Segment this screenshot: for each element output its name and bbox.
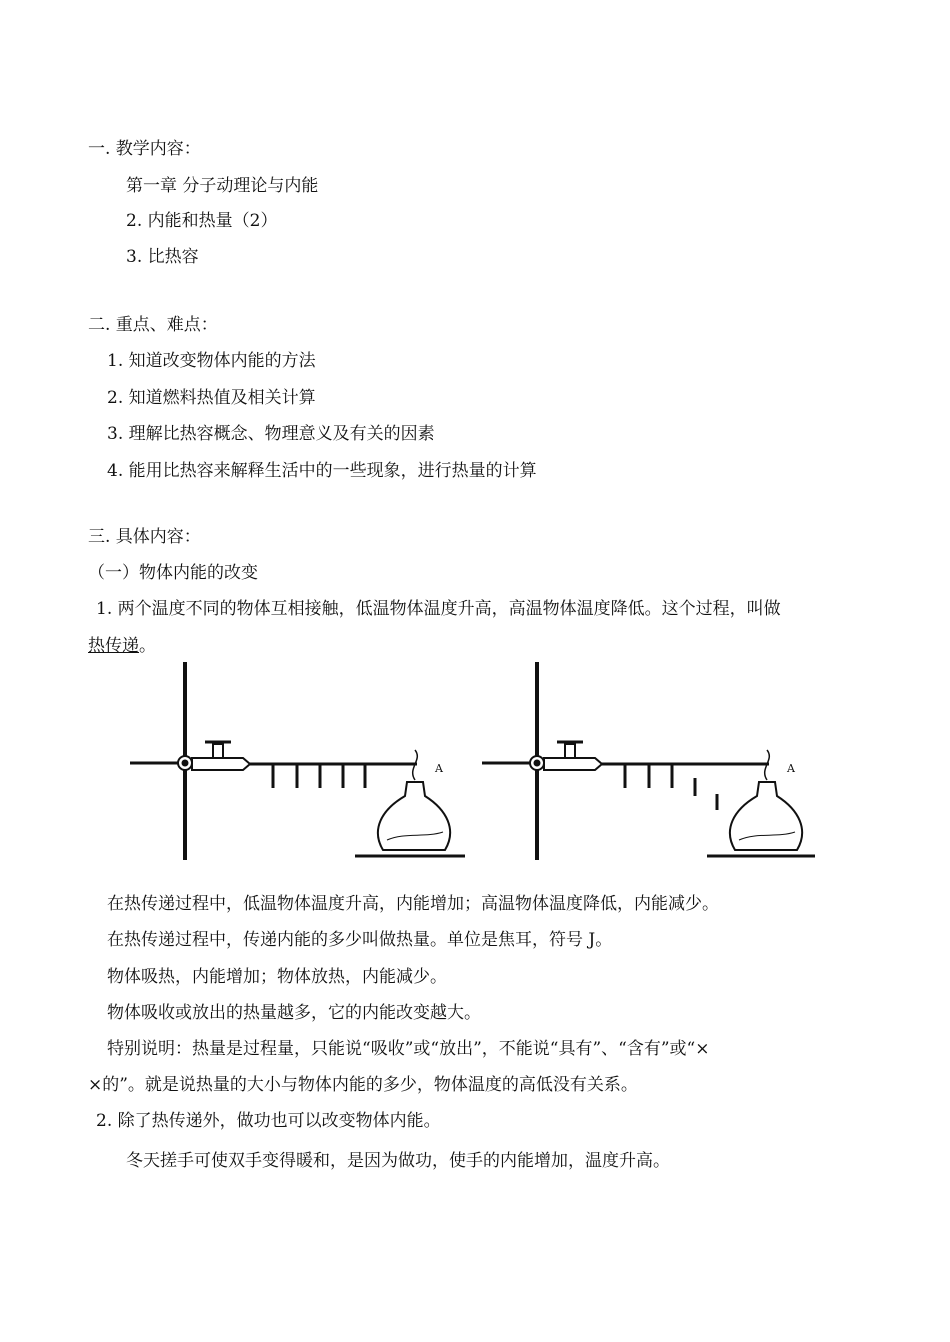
apparatus-right (482, 662, 815, 860)
section1-heading: 一. 教学内容： (88, 139, 201, 159)
paragraph-2: 在热传递过程中，低温物体温度升高，内能增加；高温物体温度降低，内能减少。 (107, 894, 719, 914)
term-heat-transfer: 热传递 (88, 636, 139, 656)
paragraph-work: 2. 除了热传递外，做功也可以改变物体内能。 (96, 1111, 441, 1131)
note-line-1: 特别说明：热量是过程量，只能说“吸收”或“放出”，不能说“具有”、“含有”或“× (107, 1039, 710, 1059)
note-line-2: ×的”。就是说热量的大小与物体内能的多少，物体温度的高低没有关系。 (88, 1075, 638, 1095)
paragraph-3: 在热传递过程中，传递内能的多少叫做热量。单位是焦耳，符号 J。 (107, 930, 613, 950)
label-a-right: A (787, 762, 795, 775)
section1-item-2: 2. 内能和热量（2） (126, 211, 278, 231)
label-a-left: A (435, 762, 443, 775)
paragraph-1-line-1: 1. 两个温度不同的物体互相接触，低温物体温度升高，高温物体温度降低。这个过程，叫做 (96, 599, 781, 619)
paragraph-4: 物体吸热，内能增加；物体放热，内能减少。 (107, 967, 447, 987)
section3-heading: 三. 具体内容： (88, 527, 201, 547)
apparatus-left (130, 662, 465, 860)
paragraph-5: 物体吸收或放出的热量越多，它的内能改变越大。 (107, 1003, 481, 1023)
paragraph-1-line-2 (88, 635, 156, 657)
heat-conduction-figure (125, 660, 815, 870)
section2-item-4: 4. 能用比热容来解释生活中的一些现象，进行热量的计算 (107, 461, 537, 481)
paragraph-rub-hands: 冬天搓手可使双手变得暖和，是因为做功，使手的内能增加，温度升高。 (126, 1151, 670, 1171)
section1-item-3: 3. 比热容 (126, 247, 199, 267)
subsection-heading: （一）物体内能的改变 (88, 563, 258, 583)
section2-heading: 二. 重点、难点： (88, 315, 218, 335)
section2-item-3: 3. 理解比热容概念、物理意义及有关的因素 (107, 424, 435, 444)
section1-item-1: 第一章 分子动理论与内能 (126, 176, 319, 196)
paragraph-1-end: 。 (139, 636, 156, 656)
section2-item-2: 2. 知道燃料热值及相关计算 (107, 388, 316, 408)
section2-item-1: 1. 知道改变物体内能的方法 (107, 351, 316, 371)
